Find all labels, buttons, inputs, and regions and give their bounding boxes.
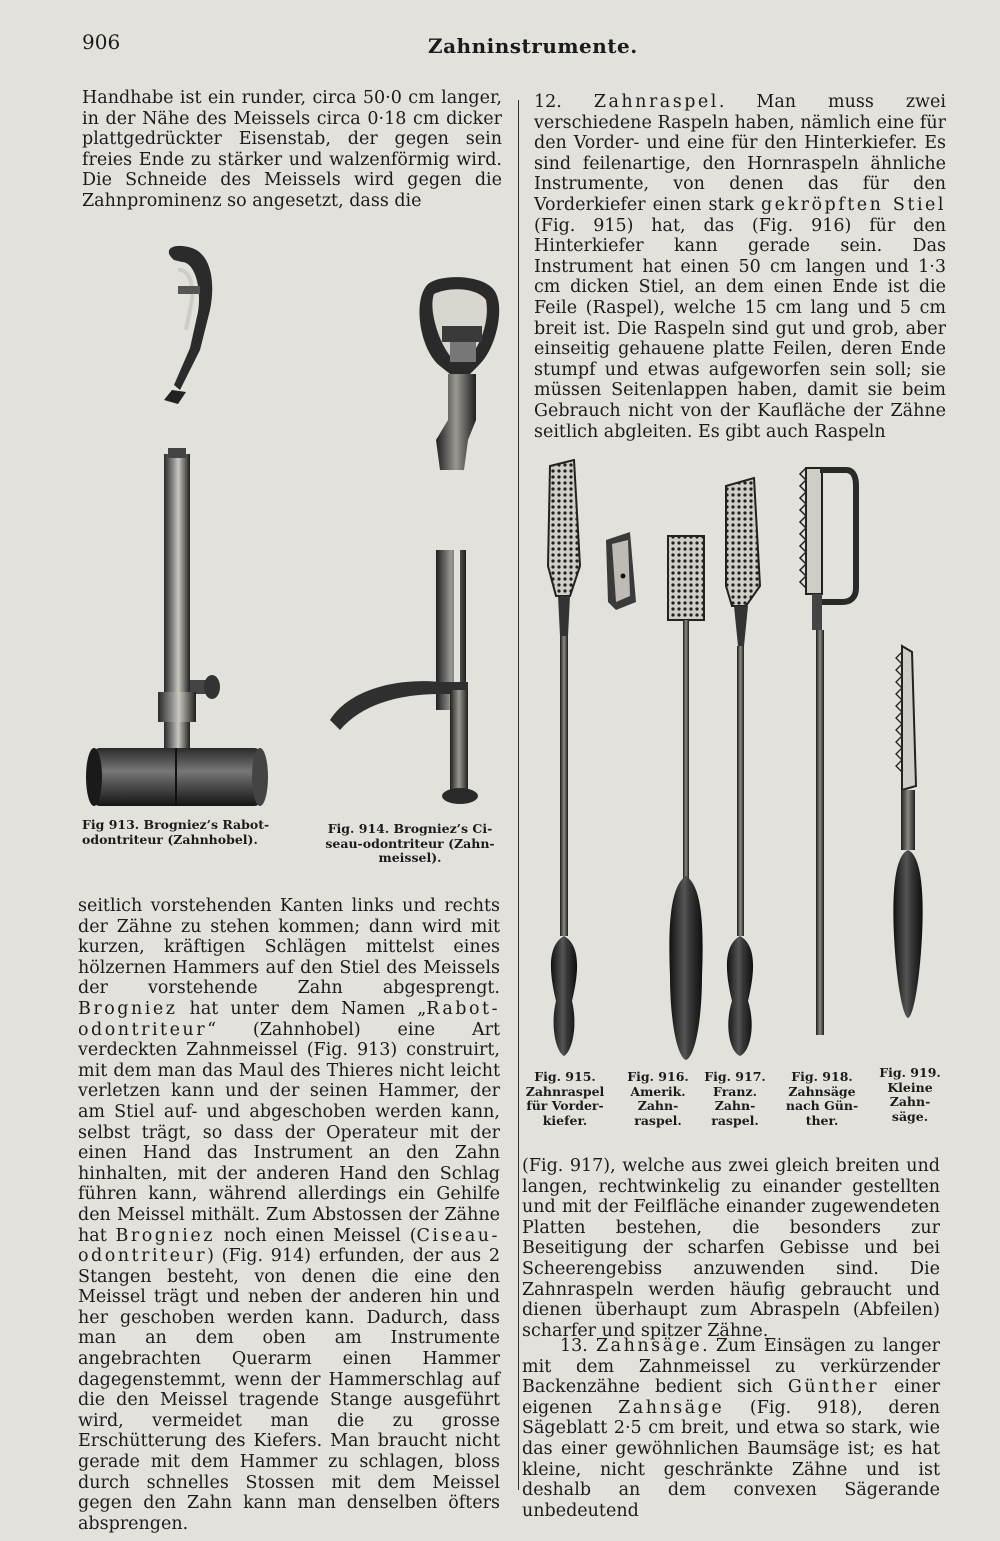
right-bottom-paragraph: (Fig. 917), welche aus zwei gleich breiten und langen, rechtwinkelig zu einander gestellten und mit der Feilfläche einander zugewendeten Platten bestehen, die besonders zur Beseitigung der scharfen Gebisse und bei Scheerengebiss anzuwenden sind. Die Zahnraspeln werden häufig gebraucht und dienen überhaupt zum Abraspeln (Abfeilen) scharfer und spitzer Zähne. <box>522 1156 940 1341</box>
fig-918-saw <box>800 468 856 1035</box>
right-top-paragraph: 12. Zahnraspel. Man muss zwei verschiedene Raspeln haben, nämlich eine für den Vorder- und eine für den Hinterkiefer. Es sind feilenartige, den Hornraspeln ähnliche Instrumente, von denen das für den Vorderkiefer einen stark gekröpften Stiel (Fig. 915) hat, das (Fig. 916) für den Hinterkiefer kann gerade sein. Das Instrument hat einen 50 cm langen und 1·3 cm dicken Stiel, an dem einen Ende ist die Feile (Raspel), welche 15 cm lang und 5 cm breit ist. Die Raspeln sind gut und grob, aber einseitig gehauene platte Feilen, deren Ende stumpf und etwas aufgeworfen sein soll; sie müssen Seitenlappen haben, damit sie beim Gebrauch nicht von der Kaufläche der Zähne seitlich abgleiten. Es gibt auch Raspeln <box>534 92 946 442</box>
caption-fig-915: Fig. 915. Zahnraspel für Vorder- kiefer. <box>525 1069 605 1128</box>
caption-fig-916: Fig. 916. Amerik. Zahn- raspel. <box>627 1069 689 1128</box>
caption-fig-918: Fig. 918. Zahnsäge nach Gün- ther. <box>785 1069 859 1128</box>
fig-913-hobel-illustration <box>82 240 292 810</box>
fig-914-meissel-illustration <box>300 270 510 820</box>
caption-fig-919: Fig. 919. Kleine Zahn- säge. <box>879 1065 941 1124</box>
fig-917-rasp <box>726 478 760 1056</box>
left-top-paragraph: Handhabe ist ein runder, circa 50·0 cm langer, in der Nähe des Meissels circa 0·18 cm dicker plattgedrückter Eisenstab, der gegen sein freies Ende zu stärker und walzenförmig wird. Die Schneide des Meissels wird gegen die Zahnprominenz so angesetzt, dass die <box>82 88 502 211</box>
section-13-paragraph: 13. Zahnsäge. Zum Einsägen zu langer mit dem Zahnmeissel zu verkürzender Backenzähne bedient sich Günther einer eigenen Zahnsäge (Fig. 918), deren Sägeblatt 2·5 cm breit, und etwa so stark, wie das einer gewöhnlichen Baumsäge ist; es hat kleine, nicht geschränkte Zähne und ist deshalb an dem convexen Sägerande unbedeutend <box>522 1336 940 1521</box>
caption-fig-913: Fig 913. Brogniez’s Rabot- odontriteur (Zahnhobel). <box>82 817 270 847</box>
fig-915-rasp <box>548 460 580 1056</box>
left-bottom-paragraph: seitlich vorstehenden Kanten links und rechts der Zähne zu stehen kommen; dann wird mit kurzen, kräftigen Schlägen mittelst eines hölzernen Hammers auf den Stiel des Meissels der vorstehende Zahn abgesprengt. Brogniez hat unter dem Namen „Rabot-odontriteur“ (Zahnhobel) eine Art verdeckten Zahnmeissel (Fig. 913) construirt, mit dem man das Maul des Thieres nicht leicht verletzen kann und der seinen Hammer, der am Stiel auf- und abgeschoben werden kann, selbst trägt, so dass der Operateur mit der einen Hand das Instrument an den Zahn hinhalten, mit der anderen Hand den Schlag führen kann, während allerdings ein Gehilfe den Meissel mithält. Zum Abstossen der Zähne hat Brogniez noch einen Meissel (Ciseau-odontriteur) (Fig. 914) erfunden, der aus 2 Stangen besteht, von denen die eine den Meissel trägt und neben der anderen hin und her geschoben werden kann. Dadurch, dass man an dem oben am Instrumente angebrachten Querarm einen Hammer dagegenstemmt, wenn der Hammerschlag auf die den Meissel tragende Stange ausgeführt wird, vermeidet man die zu grosse Erschütterung des Kiefers. Man braucht nicht gerade mit dem Hammer zu schlagen, bloss durch schnelles Stossen mit dem Meissel gegen den Zahn kann man denselben öfters absprengen. <box>78 896 500 1534</box>
column-divider <box>518 100 519 1490</box>
caption-fig-917: Fig. 917. Franz. Zahn- raspel. <box>704 1069 766 1128</box>
running-title: Zahninstrumente. <box>428 34 638 58</box>
fig-916-rasp <box>606 532 704 1060</box>
page-number: 906 <box>82 30 121 54</box>
caption-fig-914: Fig. 914. Brogniez’s Ci- seau-odontriteur (Zahn- meissel). <box>325 821 495 865</box>
fig-919-small-saw <box>893 646 922 1018</box>
fig-915-919-raspel-illustration <box>520 456 960 1066</box>
